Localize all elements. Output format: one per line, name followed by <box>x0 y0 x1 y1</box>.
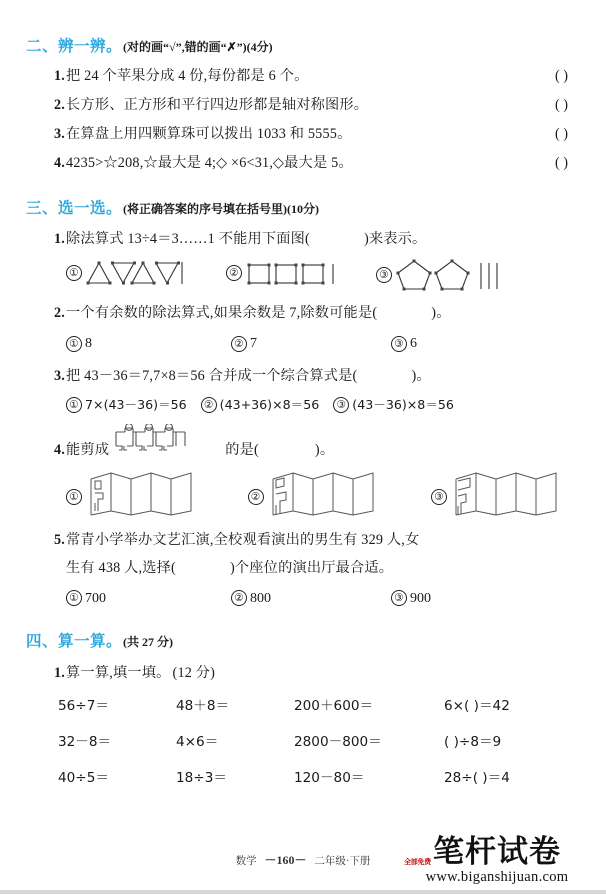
question-text: 算一算,填一填。 <box>66 664 171 681</box>
option-marker: ① <box>66 265 82 281</box>
option-1[interactable] <box>66 396 187 415</box>
question-text: 把 43－36＝7,7×8＝56 合并成一个综合算式是( <box>66 368 358 384</box>
folded-paper-2-icon <box>267 467 397 519</box>
section-label-4: 四、算一算。 <box>26 631 123 650</box>
option-2[interactable] <box>231 588 391 609</box>
calc-cell[interactable]: 18÷3＝ <box>176 769 227 786</box>
question-number: 1. <box>54 664 66 681</box>
watermark <box>402 834 592 886</box>
question-text: 能剪成 <box>66 441 110 458</box>
option-marker: ① <box>66 336 82 352</box>
option-row <box>26 588 580 609</box>
option-marker: ③ <box>431 489 447 505</box>
footer-grade: 二年级·下册 <box>314 856 371 867</box>
option-2[interactable] <box>201 396 320 415</box>
option-marker: ③ <box>376 267 392 283</box>
calc-cell[interactable]: 48＋8＝ <box>176 697 230 714</box>
watermark-free-tag: 全部免费 <box>404 858 431 866</box>
option-marker: ② <box>201 397 217 413</box>
option-label: (43－36)×8＝56 <box>352 397 454 412</box>
option-row <box>26 396 580 415</box>
option-marker: ③ <box>391 590 407 606</box>
option-label: 6 <box>410 336 417 351</box>
option-label: 700 <box>85 590 106 606</box>
question-text-line2-tail: )个座位的演出厅最合适。 <box>229 559 394 576</box>
question-row <box>54 65 580 87</box>
footer-subject: 数学 <box>235 856 257 867</box>
option-3[interactable] <box>391 588 431 609</box>
calc-cell[interactable]: 200＋600＝ <box>294 697 374 714</box>
question-text-line2: 生有 438 人,选择( <box>66 559 176 576</box>
option-figure-row <box>26 258 580 292</box>
footer-page-number: －160－ <box>264 853 307 867</box>
option-3[interactable] <box>391 333 417 354</box>
triangles-row-icon <box>85 258 189 288</box>
option-3[interactable] <box>431 467 580 519</box>
watermark-url: www.biganshijuan.com <box>425 869 569 885</box>
question-row <box>54 94 580 116</box>
section-label-3: 三、选一选。 <box>26 199 123 217</box>
calc-cell[interactable]: 6×( )＝42 <box>444 697 510 714</box>
option-marker: ③ <box>333 397 349 413</box>
section-label-2: 二、辨一辨。 <box>26 37 123 55</box>
question-text: 长方形、正方形和平行四边形都是轴对称图形。 <box>66 97 369 113</box>
paper-doll-chain-icon <box>113 424 221 454</box>
question-number: 4. <box>54 441 66 458</box>
option-label: 800 <box>250 590 271 606</box>
option-label: 8 <box>85 336 92 351</box>
calc-cell[interactable]: ( )÷8＝9 <box>444 733 502 750</box>
question-row <box>54 152 580 174</box>
option-3[interactable] <box>333 396 454 415</box>
question-number: 3. <box>54 368 66 384</box>
section-note-4: (共 27 分) <box>123 634 174 649</box>
option-row <box>26 333 580 354</box>
section-note-2: (对的画“√”,错的画“✗”)(4分) <box>123 40 273 54</box>
option-3[interactable] <box>376 258 507 292</box>
bottom-divider <box>0 890 606 894</box>
answer-blank[interactable]: ( ) <box>555 68 568 84</box>
answer-blank[interactable]: ( ) <box>555 97 568 113</box>
calc-cell[interactable]: 2800－800＝ <box>294 733 382 750</box>
watermark-brand: 笔杆试卷 <box>433 834 561 870</box>
option-2[interactable] <box>248 467 431 519</box>
question-number: 4. <box>54 155 66 171</box>
section-heading-2 <box>26 34 580 56</box>
calc-cell[interactable]: 56÷7＝ <box>58 697 109 714</box>
option-marker: ② <box>248 489 264 505</box>
question-row <box>26 662 580 684</box>
calc-cell[interactable]: 4×6＝ <box>176 733 219 750</box>
question-score-note: (12 分) <box>172 664 216 681</box>
question-text-tail2: )。 <box>314 441 335 458</box>
option-figure-row <box>26 467 580 519</box>
option-marker: ② <box>231 336 247 352</box>
option-1[interactable] <box>66 588 231 609</box>
option-marker: ② <box>231 590 247 606</box>
option-1[interactable] <box>66 467 248 519</box>
question-row <box>26 424 580 461</box>
question-text: 把 24 个苹果分成 4 份,每份都是 6 个。 <box>66 68 309 84</box>
question-row <box>26 302 580 324</box>
section-heading-3 <box>26 196 580 218</box>
question-row <box>54 123 580 145</box>
question-text: 除法算式 13÷4＝3……1 不能用下面图( <box>66 231 310 247</box>
option-2[interactable] <box>231 333 391 354</box>
option-marker: ① <box>66 590 82 606</box>
question-text-tail: )来表示。 <box>363 231 427 247</box>
section-heading-4 <box>26 629 580 651</box>
option-label: (43+36)×8＝56 <box>219 397 320 412</box>
calculation-grid <box>26 694 580 786</box>
question-text-tail: )。 <box>411 368 431 384</box>
answer-blank[interactable]: ( ) <box>555 155 568 171</box>
option-label: 7 <box>250 336 257 351</box>
question-text: 一个有余数的除法算式,如果余数是 7,除数可能是( <box>66 305 378 321</box>
question-number: 1. <box>54 231 66 247</box>
question-row <box>26 228 580 250</box>
question-text: 常青小学举办文艺汇演,全校观看演出的男生有 329 人,女 <box>66 531 420 548</box>
pentagons-row-icon <box>395 258 507 292</box>
option-marker: ① <box>66 489 82 505</box>
question-number: 5. <box>54 531 66 548</box>
option-1[interactable] <box>66 258 226 288</box>
folded-paper-1-icon <box>85 467 215 519</box>
question-row <box>26 365 580 387</box>
question-number: 2. <box>54 305 66 321</box>
question-number: 3. <box>54 126 66 142</box>
question-text: 在算盘上用四颗算珠可以拨出 1033 和 5555。 <box>66 126 352 142</box>
option-2[interactable] <box>226 258 376 288</box>
option-marker: ② <box>226 265 242 281</box>
answer-blank[interactable]: ( ) <box>555 126 568 142</box>
calc-cell[interactable]: 40÷5＝ <box>58 769 109 786</box>
option-marker: ① <box>66 397 82 413</box>
section-note-3: (将正确答案的序号填在括号里)(10分) <box>123 202 320 216</box>
question-text-tail: )。 <box>431 305 451 321</box>
question-row-continuation <box>26 557 580 579</box>
question-number: 1. <box>54 68 66 84</box>
option-1[interactable] <box>66 333 231 354</box>
calc-cell[interactable]: 28÷( )＝4 <box>444 769 510 786</box>
option-marker: ③ <box>391 336 407 352</box>
option-label: 7×(43－36)＝56 <box>85 397 187 412</box>
calc-cell[interactable]: 120－80＝ <box>294 769 365 786</box>
option-label: 900 <box>410 590 431 606</box>
question-text-tail: 的是( <box>225 441 259 458</box>
question-row <box>26 529 580 551</box>
calc-cell[interactable]: 32－8＝ <box>58 733 112 750</box>
folded-paper-3-icon <box>450 467 580 519</box>
question-number: 2. <box>54 97 66 113</box>
squares-row-icon <box>245 258 345 288</box>
question-text: 4235>☆208,☆最大是 4;◇ ×6<31,◇最大是 5。 <box>66 155 353 171</box>
